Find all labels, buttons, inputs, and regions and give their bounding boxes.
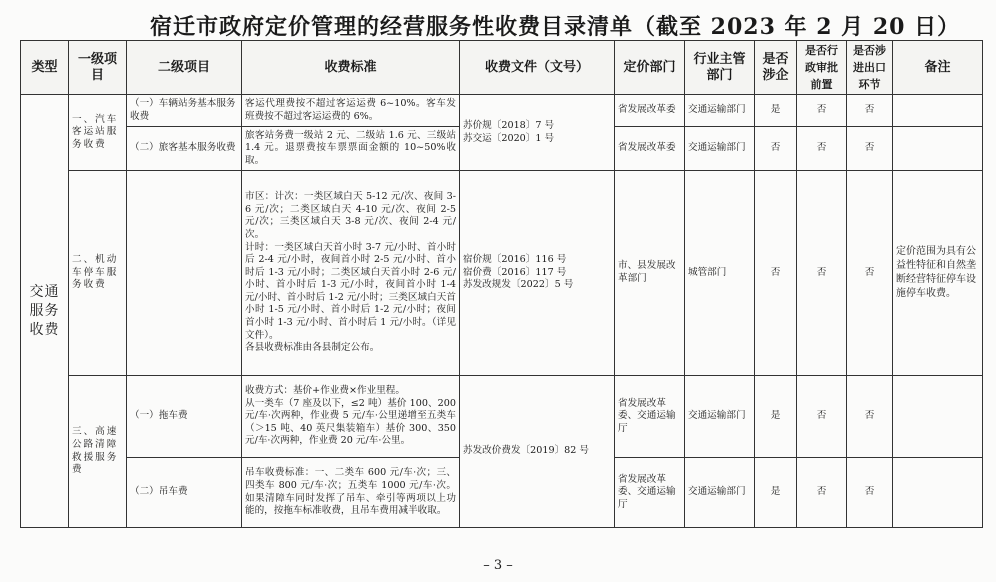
level1-cell: 三、高速公路清障救援服务费 [69, 376, 127, 528]
table-row [21, 171, 983, 376]
header-industry-dept: 行业主管部门 [685, 41, 755, 95]
industry-dept-cell: 城管部门 [685, 171, 755, 376]
level1-cell: 一、汽车客运站服务收费 [69, 95, 127, 171]
approval-cell: 否 [797, 95, 847, 127]
category-cell: 交通服务收费 [21, 95, 69, 528]
pricing-dept-cell: 省发展改革委、交通运输厅 [615, 376, 685, 458]
level2-cell: （一）车辆站务基本服务收费 [127, 95, 242, 127]
header-standard: 收费标准 [242, 41, 460, 95]
enterprise-cell: 是 [755, 376, 797, 458]
notes-cell [893, 95, 983, 127]
industry-dept-cell: 交通运输部门 [685, 95, 755, 127]
enterprise-cell: 否 [755, 171, 797, 376]
standard-cell: 客运代理费按不超过客运运费 6~10%。客车发班费按不超过客运运费的 6%。 [242, 95, 460, 127]
level2-cell: （一）拖车费 [127, 376, 242, 458]
notes-cell [893, 127, 983, 171]
approval-cell: 否 [797, 127, 847, 171]
fee-catalog-table [20, 40, 983, 528]
table-row [21, 376, 983, 458]
port-cell: 否 [847, 376, 893, 458]
level2-cell: （二）旅客基本服务收费 [127, 127, 242, 171]
port-cell: 否 [847, 127, 893, 171]
port-cell: 否 [847, 95, 893, 127]
level1-cell: 二、机动车停车服务收费 [69, 171, 127, 376]
page-title: 宿迁市政府定价管理的经营服务性收费目录清单（截至 2023 年 2 月 20 日） [150, 14, 961, 40]
table-row [21, 95, 983, 127]
header-level1: 一级项目 [69, 41, 127, 95]
standard-cell: 旅客站务费一级站 2 元、二级站 1.6 元、三级站 1.4 元。退票费按车票票面金额的 10~50%收取。 [242, 127, 460, 171]
header-in-out-port: 是否涉进出口环节 [847, 41, 893, 95]
industry-dept-cell: 交通运输部门 [685, 127, 755, 171]
standard-cell: 吊车收费标准：一、二类车 600 元/车·次；三、四类车 800 元/车·次；五类车 1000 元/车·次。如果清障车同时发挥了吊车、牵引等两项以上功能的，按拖车标准收费，且吊车费用减半收取。 [242, 458, 460, 528]
notes-cell: 定价范围为具有公益性特征和自然垄断经营特征停车设施停车收费。 [893, 171, 983, 376]
enterprise-cell: 是 [755, 95, 797, 127]
enterprise-cell: 否 [755, 127, 797, 171]
header-involves-enterprise: 是否涉企 [755, 41, 797, 95]
standard-cell: 市区：计次：一类区域白天 5-12 元/次、夜间 3-6 元/次；二类区域白天 4-10 元/次、夜间 2-5 元/次；三类区域白天 3-8 元/次、夜间 2-4 元/次。 计时：一类区域白天首小时 3-7 元/小时、首小时后 2-4 元/小时，夜间首小时 2-5 元/小时、首小时后 1-3 元/小时；二类区域白天首小时 2-6 元/小时、首小时后 1-3 元/小时，夜间首小时 1-4 元/小时、首小时后 1-2 元/小时；三类区域白天首小时 1-5 元/小时、首小时后 1-2 元/小时；夜间首小时 1-3 元/小时、首小时后 1 元/小时。（详见文件）。 各县收费标准由各县制定公布。 [242, 171, 460, 376]
header-admin-approval: 是否行政审批前置 [797, 41, 847, 95]
header-type: 类型 [21, 41, 69, 95]
port-cell: 否 [847, 171, 893, 376]
pricing-dept-cell: 省发展改革委、交通运输厅 [615, 458, 685, 528]
pricing-dept-cell: 省发展改革委 [615, 95, 685, 127]
pricing-dept-cell: 市、县发展改革部门 [615, 171, 685, 376]
header-pricing-dept: 定价部门 [615, 41, 685, 95]
industry-dept-cell: 交通运输部门 [685, 376, 755, 458]
enterprise-cell: 是 [755, 458, 797, 528]
industry-dept-cell: 交通运输部门 [685, 458, 755, 528]
document-cell: 苏发改价费发〔2019〕82 号 [460, 376, 615, 528]
header-document: 收费文件（文号） [460, 41, 615, 95]
header-notes: 备注 [893, 41, 983, 95]
document-cell: 苏价规〔2018〕7 号 苏交运〔2020〕1 号 [460, 95, 615, 171]
page-number: – 3 – [483, 558, 513, 573]
approval-cell: 否 [797, 458, 847, 528]
notes-cell [893, 458, 983, 528]
port-cell: 否 [847, 458, 893, 528]
approval-cell: 否 [797, 171, 847, 376]
level2-cell: （二）吊车费 [127, 458, 242, 528]
table-header-row [21, 41, 983, 95]
approval-cell: 否 [797, 376, 847, 458]
header-level2: 二级项目 [127, 41, 242, 95]
level2-cell [127, 171, 242, 376]
document-cell: 宿价规〔2016〕116 号 宿价费〔2016〕117 号 苏发改规发〔2022〕5 号 [460, 171, 615, 376]
notes-cell [893, 376, 983, 458]
pricing-dept-cell: 省发展改革委 [615, 127, 685, 171]
standard-cell: 收费方式：基价+作业费×作业里程。 从一类车（7 座及以下，≤2 吨）基价 100、200 元/车·次两种，作业费 5 元/车·公里递增至五类车（＞15 吨、40 英尺集装箱车）基价 300、350 元/车·次两种，作业费 20 元/车·公里。 [242, 376, 460, 458]
